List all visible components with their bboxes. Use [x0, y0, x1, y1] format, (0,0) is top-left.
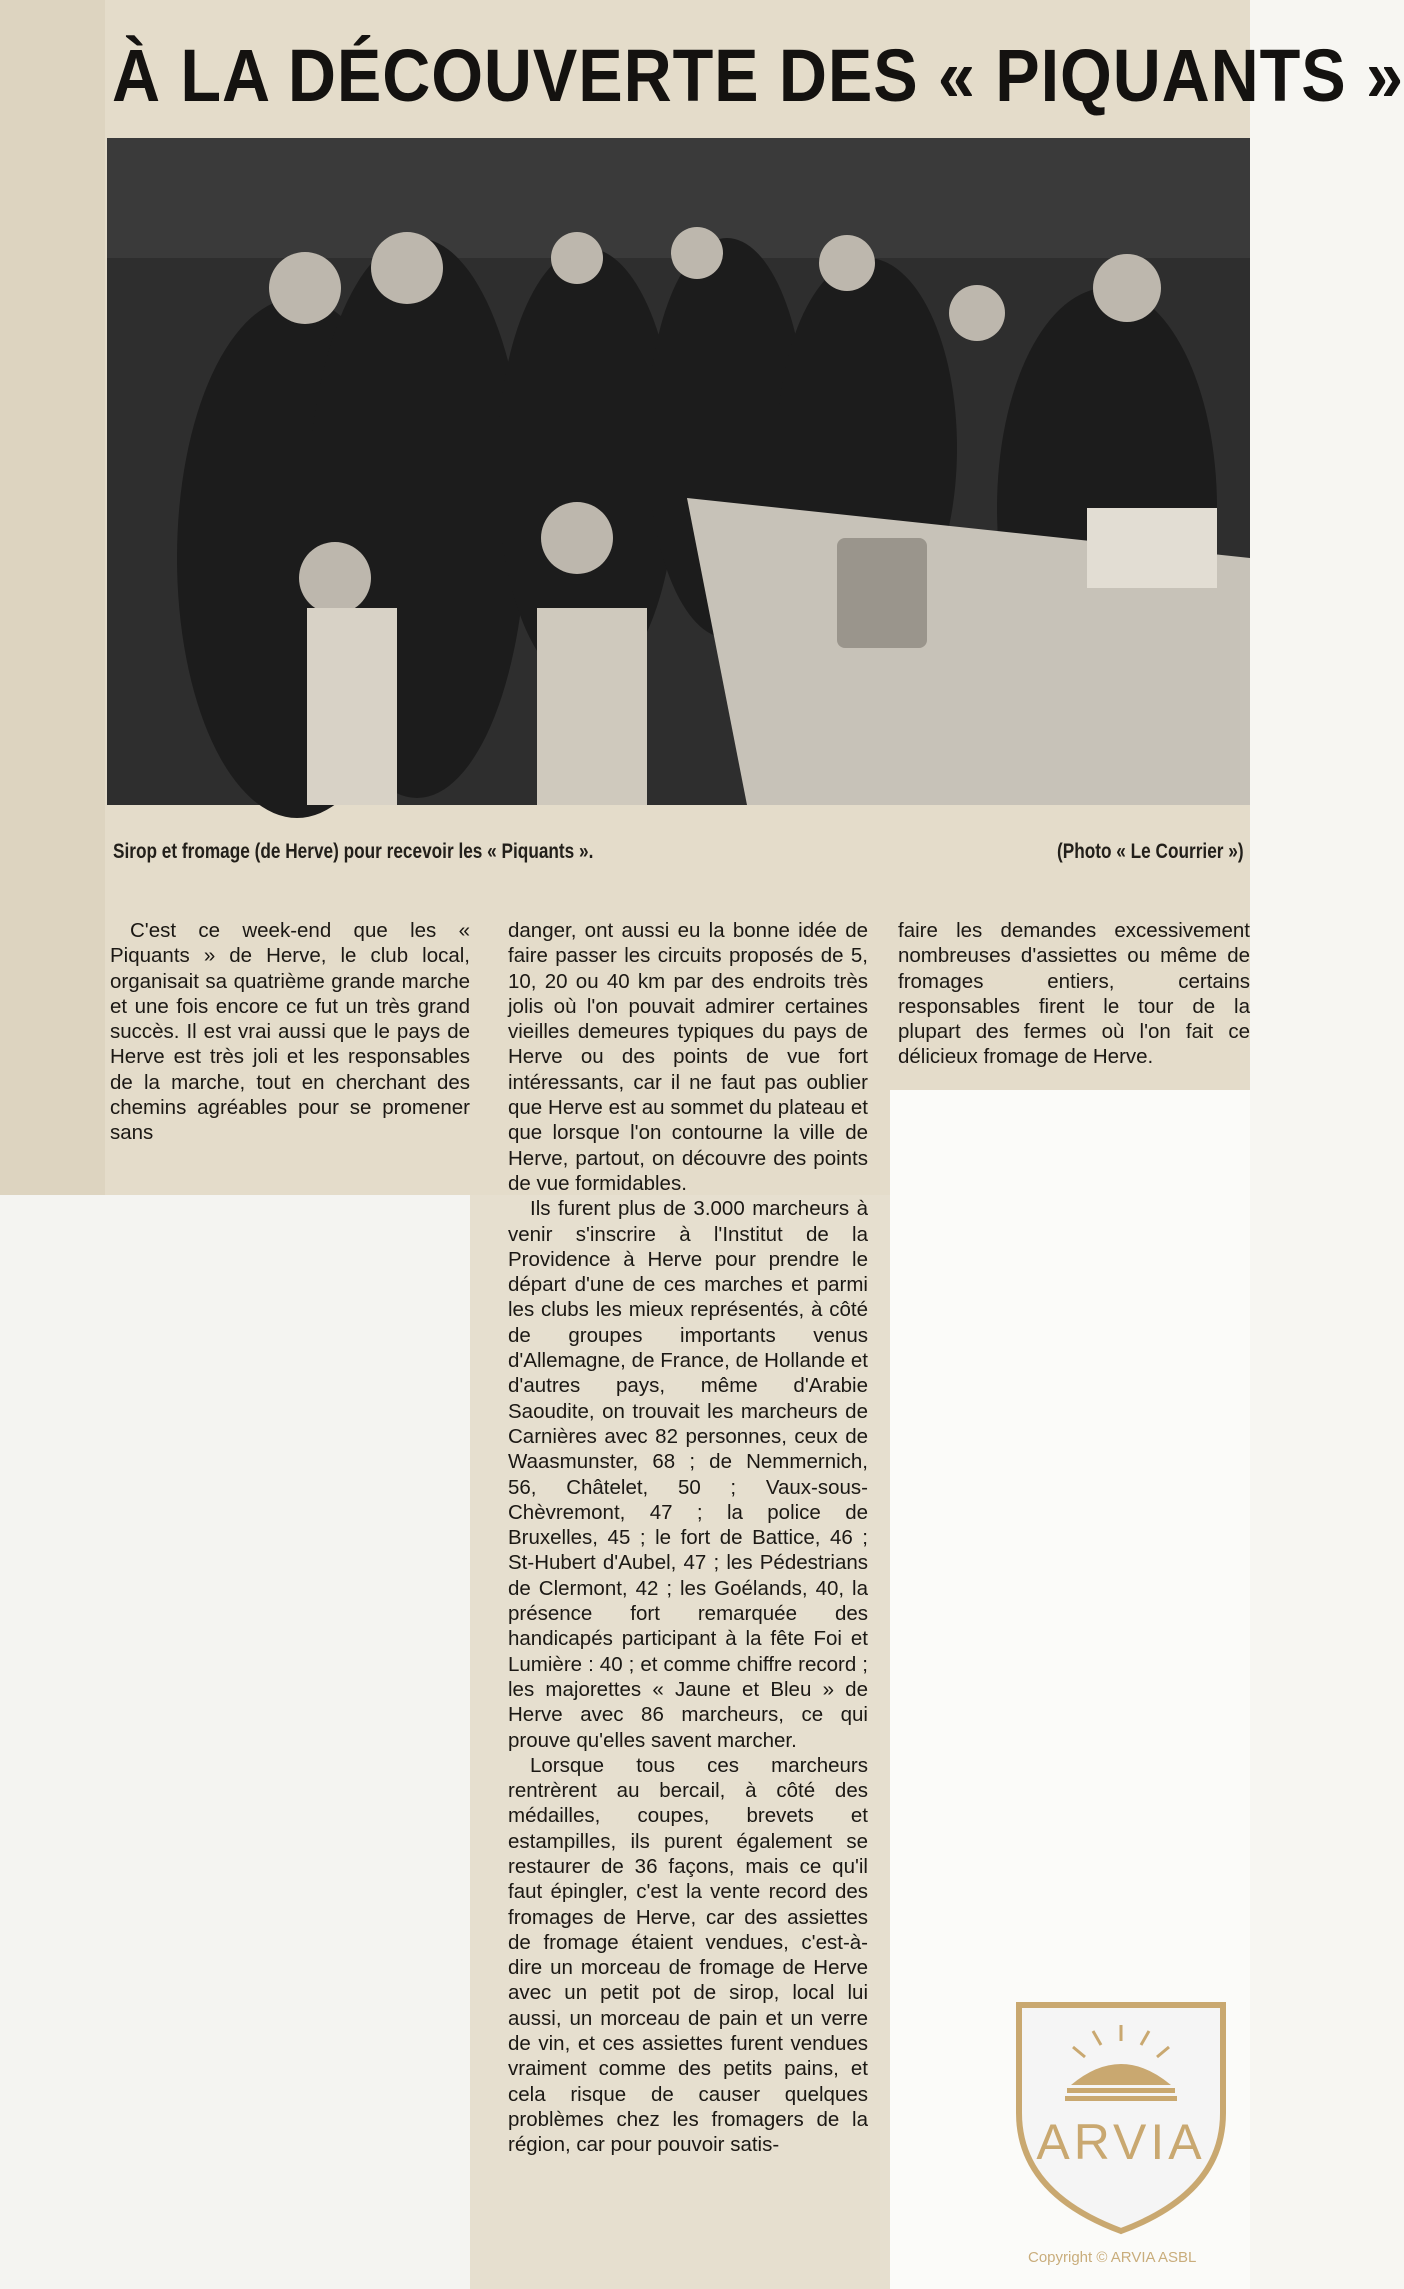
- paragraph: Lorsque tous ces marcheurs rentrèrent au bercail, à côté des médailles, coupes, brevets et estampilles, ils purent également se restaurer de 36 façons, mais ce qu'il faut épingler, c'est la vente record des fromages de Herve, car des assiettes de fromage étaient vendues, c'est-à-dire un morceau de fromage de Herve avec un petit pot de sirop, local lui aussi, un morceau de pain et un verre de vin, et ces assiettes furent vendues vraiment comme des petits pains, et cela risque de causer quelques problèmes chez les fromagers de la région, car pour pouvoir satis-: [508, 1753, 868, 2157]
- paragraph: C'est ce week-end que les « Piquants » de Herve, le club local, organisait sa quatrième grande marche et une fois encore ce fut un très grand succès. Il est vrai aussi que le pays de Herve est très joli et les responsables de la marche, tout en cherchant des chemins agréables pour se promener sans: [110, 919, 470, 1145]
- article-photo: [107, 138, 1250, 805]
- paragraph: danger, ont aussi eu la bonne idée de faire passer les circuits proposés de 5, 10, 20 ou 40 km par des endroits très jolis où l'on pouvait admirer certaines vieilles demeures typiques du pays de Herve ou des points de vue fort intéressants, car il ne faut pas oublier que Herve est au sommet du plateau et que lorsque l'on contourne la ville de Herve, partout, on découvre des points de vue formidables.: [508, 919, 868, 1195]
- copyright-notice: Copyright © ARVIA ASBL: [1028, 2249, 1197, 2266]
- article-column-3: [898, 918, 1250, 1070]
- clipping-left-edge: [0, 0, 105, 1195]
- paragraph: faire les demandes excessivement nombreuses d'assiettes ou même de fromages entiers, certains responsables firent le tour de la plupart des fermes où l'on fait ce délicieux fromage de Herve.: [898, 919, 1250, 1069]
- photo-credit: (Photo « Le Courrier »): [1057, 840, 1244, 863]
- blank-area-left: [0, 1195, 470, 2289]
- article-column-1: [110, 918, 470, 1146]
- paragraph: Ils furent plus de 3.000 marcheurs à venir s'inscrire à l'Institut de la Providence à Herve pour prendre le départ d'une de ces marches et parmi les clubs les mieux représentés, à côté de groupes importants venus d'Allemagne, de France, de Hollande et d'autres pays, même d'Arabie Saoudite, on trouvait les marcheurs de Carnières avec 82 personnes, ceux de Waasmunster, 68 ; de Nemmernich, 56, Châtelet, 50 ; Vaux-sous-Chèvremont, 47 ; la police de Bruxelles, 45 ; le fort de Battice, 46 ; St-Hubert d'Aubel, 47 ; les Pédestrians de Clermont, 42 ; les Goélands, 40, la présence fort remarquée des handicapés participant à la fête Foi et Lumière : 40 ; et comme chiffre record ; les majorettes « Jaune et Bleu » de Herve avec 86 marcheurs, ce qui prouve qu'elles savent marcher.: [508, 1197, 868, 1752]
- photo-illustration: [107, 138, 1250, 805]
- article-column-2: [508, 918, 868, 2158]
- blank-area-right: [890, 1090, 1250, 1195]
- photo-caption: Sirop et fromage (de Herve) pour recevoir les « Piquants ».: [113, 840, 594, 863]
- article-headline: À LA DÉCOUVERTE DES « PIQUANTS »: [112, 34, 1404, 117]
- arvia-logo: [1005, 1993, 1237, 2238]
- logo-text: ARVIA: [1036, 2114, 1206, 2170]
